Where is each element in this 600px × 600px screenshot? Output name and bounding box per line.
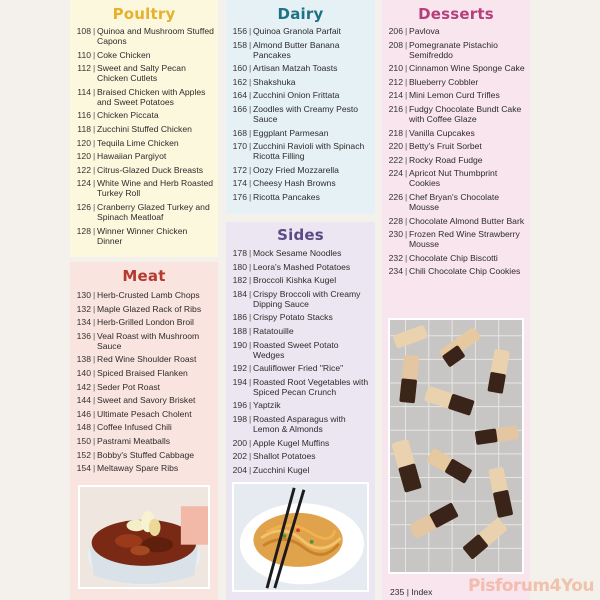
recipe-page-number: 172 bbox=[232, 164, 247, 175]
recipe-page-number: 122 bbox=[76, 164, 91, 175]
recipe-page-number: 128 bbox=[76, 225, 91, 236]
separator: | bbox=[405, 63, 408, 74]
recipe-page-number: 118 bbox=[77, 123, 91, 134]
separator: | bbox=[405, 191, 408, 202]
dairy-section bbox=[226, 0, 375, 214]
recipe-entry bbox=[72, 165, 214, 175]
separator: | bbox=[93, 123, 96, 134]
recipe-page-number: 194 bbox=[232, 376, 247, 387]
separator: | bbox=[93, 151, 96, 162]
recipe-entry bbox=[384, 104, 526, 124]
recipe-title: Mini Lemon Curd Trifles bbox=[409, 90, 500, 101]
recipe-page-number: 160 bbox=[232, 63, 247, 74]
recipe-page-number: 154 bbox=[76, 463, 91, 474]
recipe-page-number: 126 bbox=[76, 201, 91, 212]
recipe-page-number: 216 bbox=[388, 103, 403, 114]
recipe-page-number: 192 bbox=[232, 363, 247, 374]
watermark-logo: Pisforum4You bbox=[467, 576, 594, 596]
sides-list bbox=[226, 248, 375, 475]
recipe-title: Fudgy Chocolate Bundt Cake with Coffee Glaze bbox=[409, 103, 522, 124]
separator: | bbox=[249, 376, 252, 387]
recipe-page-number: 186 bbox=[232, 312, 247, 323]
recipe-entry bbox=[228, 192, 371, 202]
recipe-page-number: 138 bbox=[76, 354, 91, 365]
recipe-page-number: 226 bbox=[388, 191, 403, 202]
recipe-entry bbox=[228, 104, 371, 124]
desserts-heading: Desserts bbox=[418, 5, 494, 23]
separator: | bbox=[405, 215, 408, 226]
recipe-title: Winner Winner Chicken Dinner bbox=[97, 225, 188, 246]
recipe-page-number: 202 bbox=[232, 451, 247, 462]
recipe-title: Ricotta Pancakes bbox=[253, 191, 320, 202]
recipe-title: Tequila Lime Chicken bbox=[97, 137, 179, 148]
recipe-title: Artisan Matzah Toasts bbox=[253, 63, 338, 74]
meat-heading: Meat bbox=[122, 267, 166, 285]
separator: | bbox=[405, 168, 408, 179]
separator: | bbox=[249, 141, 252, 152]
separator: | bbox=[249, 248, 252, 258]
recipe-entry bbox=[384, 128, 526, 138]
separator: | bbox=[405, 252, 408, 263]
recipe-entry bbox=[384, 141, 526, 151]
recipe-entry bbox=[72, 331, 214, 351]
recipe-title: Seder Pot Roast bbox=[97, 381, 161, 392]
recipe-entry bbox=[72, 354, 214, 364]
recipe-page-number: 178 bbox=[232, 248, 247, 258]
recipe-entry bbox=[72, 138, 214, 148]
separator: | bbox=[93, 303, 96, 314]
recipe-page-number: 234 bbox=[388, 266, 403, 277]
separator: | bbox=[249, 178, 252, 189]
recipe-title: Eggplant Parmesan bbox=[253, 127, 329, 138]
recipe-entry bbox=[72, 63, 214, 83]
recipe-page-number: 152 bbox=[76, 449, 91, 460]
recipe-entry bbox=[72, 422, 214, 432]
sides-heading: Sides bbox=[277, 226, 324, 244]
recipe-entry bbox=[72, 226, 214, 246]
recipe-page-number: 196 bbox=[232, 400, 247, 411]
dairy-heading: Dairy bbox=[277, 5, 324, 23]
recipe-title: Quinoa and Mushroom Stuffed Capons bbox=[97, 26, 214, 46]
separator: | bbox=[93, 422, 96, 433]
poultry-list bbox=[70, 26, 218, 246]
recipe-title: Blueberry Cobbler bbox=[409, 76, 479, 87]
recipe-entry bbox=[384, 266, 526, 276]
recipe-page-number: 136 bbox=[76, 330, 91, 341]
recipe-page-number: 120 bbox=[76, 137, 91, 148]
separator: | bbox=[249, 363, 252, 374]
recipe-title: Red Wine Shoulder Roast bbox=[97, 354, 197, 365]
recipe-page-number: 164 bbox=[232, 90, 247, 101]
separator: | bbox=[93, 86, 96, 97]
separator: | bbox=[249, 288, 252, 299]
separator: | bbox=[249, 413, 252, 424]
recipe-title: Pastrami Meatballs bbox=[97, 435, 171, 446]
recipe-entry bbox=[72, 304, 214, 314]
recipe-title: Broccoli Kishka Kugel bbox=[253, 275, 337, 286]
recipe-entry bbox=[72, 463, 214, 473]
recipe-title: Cinnamon Wine Sponge Cake bbox=[409, 63, 525, 74]
recipe-title: Ultimate Pesach Cholent bbox=[97, 408, 192, 419]
recipe-title: Leora's Mashed Potatoes bbox=[253, 261, 351, 272]
recipe-title: Zucchini Stuffed Chicken bbox=[97, 123, 192, 134]
recipe-title: Crispy Potato Stacks bbox=[253, 312, 333, 323]
recipe-page-number: 190 bbox=[232, 339, 247, 350]
separator: | bbox=[93, 408, 96, 419]
recipe-entry bbox=[384, 168, 526, 188]
recipe-entry bbox=[384, 77, 526, 87]
recipe-title: Bobby's Stuffed Cabbage bbox=[97, 449, 195, 460]
recipe-entry bbox=[228, 451, 371, 461]
recipe-title: Chicken Piccata bbox=[97, 110, 159, 121]
recipe-title: Coke Chicken bbox=[97, 49, 151, 60]
meat-section bbox=[70, 262, 218, 600]
separator: | bbox=[405, 141, 408, 152]
recipe-entry bbox=[228, 63, 371, 73]
recipe-page-number: 156 bbox=[232, 26, 247, 36]
separator: | bbox=[249, 127, 252, 138]
recipe-entry bbox=[228, 26, 371, 36]
recipe-entry bbox=[384, 216, 526, 226]
separator: | bbox=[249, 325, 252, 336]
separator: | bbox=[93, 178, 96, 189]
separator: | bbox=[249, 312, 252, 323]
recipe-page-number: 212 bbox=[388, 76, 403, 87]
recipe-page-number: 208 bbox=[388, 39, 403, 50]
separator: | bbox=[249, 39, 252, 50]
recipe-entry bbox=[228, 248, 371, 258]
recipe-entry bbox=[72, 50, 214, 60]
recipe-page-number: 168 bbox=[232, 127, 247, 138]
recipe-entry bbox=[228, 312, 371, 322]
separator: | bbox=[93, 225, 96, 236]
meat-list bbox=[70, 290, 218, 473]
index-separator: | bbox=[406, 587, 412, 597]
recipe-entry bbox=[228, 128, 371, 138]
recipe-page-number: 204 bbox=[232, 464, 247, 475]
separator: | bbox=[93, 137, 96, 148]
recipe-page-number: 108 bbox=[76, 26, 91, 36]
recipe-page-number: 124 bbox=[76, 178, 91, 189]
recipe-entry bbox=[72, 151, 214, 161]
separator: | bbox=[249, 63, 252, 74]
recipe-entry bbox=[228, 275, 371, 285]
recipe-entry bbox=[228, 141, 371, 161]
recipe-page-number: 146 bbox=[76, 408, 91, 419]
separator: | bbox=[249, 275, 252, 286]
recipe-title: Shakshuka bbox=[253, 76, 296, 87]
recipe-title: Rocky Road Fudge bbox=[409, 154, 483, 165]
recipe-page-number: 110 bbox=[77, 49, 91, 60]
recipe-title: Betty's Fruit Sorbet bbox=[409, 141, 482, 152]
recipe-title: Frozen Red Wine Strawberry Mousse bbox=[409, 229, 520, 250]
noodles-photo bbox=[232, 482, 369, 592]
recipe-title: Oozy Fried Mozzarella bbox=[253, 164, 339, 175]
recipe-entry bbox=[72, 395, 214, 405]
recipe-title: Pomegranate Pistachio Semifreddo bbox=[409, 39, 498, 60]
recipe-page-number: 120 bbox=[76, 151, 91, 162]
recipe-page-number: 198 bbox=[232, 413, 247, 424]
recipe-page-number: 184 bbox=[232, 288, 247, 299]
recipe-title: Coffee Infused Chili bbox=[97, 422, 172, 433]
separator: | bbox=[249, 464, 252, 475]
separator: | bbox=[93, 395, 96, 406]
recipe-entry bbox=[228, 77, 371, 87]
recipe-entry bbox=[72, 26, 214, 46]
recipe-page-number: 230 bbox=[388, 229, 403, 240]
separator: | bbox=[93, 367, 96, 378]
recipe-page-number: 158 bbox=[232, 39, 247, 50]
recipe-title: Sweet and Salty Pecan Chicken Cutlets bbox=[97, 63, 186, 84]
separator: | bbox=[249, 103, 252, 114]
recipe-page-number: 182 bbox=[232, 275, 247, 286]
separator: | bbox=[405, 229, 408, 240]
separator: | bbox=[405, 154, 408, 165]
poultry-section bbox=[70, 0, 218, 257]
separator: | bbox=[93, 63, 96, 74]
recipe-page-number: 114 bbox=[77, 86, 91, 97]
separator: | bbox=[249, 437, 252, 448]
separator: | bbox=[93, 317, 96, 328]
recipe-title: Quinoa Granola Parfait bbox=[253, 26, 341, 36]
separator: | bbox=[249, 76, 252, 87]
recipe-page-number: 174 bbox=[232, 178, 247, 189]
recipe-title: Roasted Sweet Potato Wedges bbox=[253, 339, 339, 360]
separator: | bbox=[405, 76, 408, 87]
separator: | bbox=[93, 449, 96, 460]
separator: | bbox=[93, 26, 96, 36]
recipe-title: Shallot Potatoes bbox=[253, 451, 316, 462]
recipe-entry bbox=[72, 382, 214, 392]
recipe-title: Chef Bryan's Chocolate Mousse bbox=[409, 191, 500, 212]
recipe-entry bbox=[228, 414, 371, 434]
separator: | bbox=[93, 435, 96, 446]
recipe-title: Chocolate Almond Butter Bark bbox=[409, 215, 525, 226]
recipe-entry bbox=[228, 262, 371, 272]
recipe-entry bbox=[228, 326, 371, 336]
recipe-entry bbox=[72, 110, 214, 120]
recipe-title: Cranberry Glazed Turkey and Spinach Meatloaf bbox=[97, 201, 210, 222]
recipe-title: Zucchini Onion Frittata bbox=[253, 90, 340, 101]
recipe-entry bbox=[72, 450, 214, 460]
desserts-section bbox=[382, 0, 530, 600]
recipe-page-number: 148 bbox=[76, 422, 91, 433]
recipe-entry bbox=[228, 90, 371, 100]
recipe-entry bbox=[72, 178, 214, 198]
separator: | bbox=[249, 191, 252, 202]
recipe-entry bbox=[228, 438, 371, 448]
recipe-entry bbox=[72, 87, 214, 107]
recipe-entry bbox=[72, 436, 214, 446]
recipe-title: Chili Chocolate Chip Cookies bbox=[409, 266, 521, 277]
index-entry bbox=[390, 587, 432, 597]
recipe-title: Maple Glazed Rack of Ribs bbox=[97, 303, 202, 314]
recipe-title: Roasted Asparagus with Lemon & Almonds bbox=[253, 413, 346, 434]
separator: | bbox=[249, 164, 252, 175]
separator: | bbox=[405, 127, 408, 138]
recipe-title: Zoodles with Creamy Pesto Sauce bbox=[253, 103, 359, 124]
recipe-entry bbox=[72, 124, 214, 134]
separator: | bbox=[93, 381, 96, 392]
recipe-page-number: 176 bbox=[232, 191, 247, 202]
index-title: Index bbox=[411, 587, 433, 597]
recipe-title: Yaptzik bbox=[253, 400, 281, 411]
separator: | bbox=[93, 201, 96, 212]
separator: | bbox=[249, 400, 252, 411]
recipe-title: Braised Chicken with Apples and Sweet Potatoes bbox=[97, 86, 206, 107]
recipe-page-number: 200 bbox=[232, 437, 247, 448]
recipe-entry bbox=[384, 26, 526, 36]
recipe-page-number: 144 bbox=[76, 395, 91, 406]
recipe-title: Roasted Root Vegetables with Spiced Pecan Crunch bbox=[253, 376, 369, 397]
recipe-title: Zucchini Ravioli with Spinach Ricotta Filling bbox=[253, 141, 365, 162]
recipe-entry bbox=[384, 253, 526, 263]
recipe-title: Apricot Nut Thumbprint Cookies bbox=[409, 168, 498, 189]
recipe-entry bbox=[228, 377, 371, 397]
separator: | bbox=[405, 266, 408, 277]
recipe-page-number: 214 bbox=[388, 90, 403, 101]
recipe-title: Apple Kugel Muffins bbox=[253, 437, 330, 448]
recipe-page-number: 218 bbox=[388, 127, 403, 138]
recipe-entry bbox=[384, 40, 526, 60]
recipe-title: Hawaiian Pargiyot bbox=[97, 151, 167, 162]
recipe-page-number: 222 bbox=[388, 154, 403, 165]
recipe-page-number: 170 bbox=[232, 141, 247, 152]
separator: | bbox=[93, 330, 96, 341]
recipe-page-number: 224 bbox=[388, 168, 403, 179]
chili-photo bbox=[78, 485, 210, 589]
recipe-title: Citrus-Glazed Duck Breasts bbox=[97, 164, 204, 175]
recipe-page-number: 116 bbox=[77, 110, 91, 121]
recipe-entry bbox=[228, 289, 371, 309]
recipe-title: Vanilla Cupcakes bbox=[409, 127, 475, 138]
recipe-title: Meltaway Spare Ribs bbox=[97, 463, 179, 474]
dairy-list bbox=[226, 26, 375, 202]
recipe-title: Almond Butter Banana Pancakes bbox=[253, 39, 340, 60]
recipe-title: Spiced Braised Flanken bbox=[97, 367, 188, 378]
recipe-title: Cauliflower Fried "Rice" bbox=[253, 363, 344, 374]
recipe-entry bbox=[72, 409, 214, 419]
separator: | bbox=[249, 261, 252, 272]
recipe-title: Crispy Broccoli with Creamy Dipping Sauce bbox=[253, 288, 361, 309]
recipe-page-number: 130 bbox=[76, 290, 91, 300]
recipe-entry bbox=[72, 202, 214, 222]
recipe-entry bbox=[228, 178, 371, 188]
separator: | bbox=[249, 90, 252, 101]
recipe-entry bbox=[384, 229, 526, 249]
separator: | bbox=[405, 90, 408, 101]
recipe-page-number: 166 bbox=[232, 103, 247, 114]
separator: | bbox=[249, 26, 252, 36]
separator: | bbox=[405, 26, 408, 36]
recipe-title: Herb-Crusted Lamb Chops bbox=[97, 290, 200, 300]
recipe-entry bbox=[72, 290, 214, 300]
separator: | bbox=[93, 49, 96, 60]
recipe-title: Veal Roast with Mushroom Sauce bbox=[97, 330, 200, 351]
recipe-page-number: 220 bbox=[388, 141, 403, 152]
separator: | bbox=[93, 110, 96, 121]
recipe-title: Pavlova bbox=[409, 26, 440, 36]
recipe-entry bbox=[384, 155, 526, 165]
recipe-entry bbox=[228, 363, 371, 373]
recipe-entry bbox=[384, 63, 526, 73]
desserts-list bbox=[382, 26, 530, 276]
separator: | bbox=[93, 354, 96, 365]
recipe-entry bbox=[72, 368, 214, 378]
recipe-page-number: 142 bbox=[76, 381, 91, 392]
recipe-title: Mock Sesame Noodles bbox=[253, 248, 342, 258]
recipe-title: Sweet and Savory Brisket bbox=[97, 395, 196, 406]
recipe-entry bbox=[228, 40, 371, 60]
recipe-entry bbox=[384, 192, 526, 212]
separator: | bbox=[93, 164, 96, 175]
recipe-entry bbox=[72, 317, 214, 327]
recipe-entry bbox=[384, 90, 526, 100]
recipe-title: White Wine and Herb Roasted Turkey Roll bbox=[97, 178, 214, 199]
recipe-entry bbox=[228, 465, 371, 475]
recipe-page-number: 112 bbox=[77, 63, 91, 74]
separator: | bbox=[405, 39, 408, 50]
recipe-page-number: 150 bbox=[76, 435, 91, 446]
recipe-page-number: 180 bbox=[232, 261, 247, 272]
recipe-entry bbox=[228, 400, 371, 410]
separator: | bbox=[93, 463, 96, 474]
recipe-page-number: 132 bbox=[76, 303, 91, 314]
sides-section bbox=[226, 222, 375, 600]
recipe-page-number: 140 bbox=[76, 367, 91, 378]
recipe-title: Zucchini Kugel bbox=[253, 464, 310, 475]
recipe-page-number: 228 bbox=[388, 215, 403, 226]
recipe-title: Herb-Grilled London Broil bbox=[97, 317, 194, 328]
recipe-page-number: 134 bbox=[76, 317, 91, 328]
recipe-page-number: 206 bbox=[388, 26, 403, 36]
recipe-title: Ratatouille bbox=[253, 325, 294, 336]
index-page: 235 bbox=[390, 587, 405, 597]
poultry-heading: Poultry bbox=[112, 5, 176, 23]
recipe-title: Chocolate Chip Biscotti bbox=[409, 252, 498, 263]
separator: | bbox=[405, 103, 408, 114]
recipe-page-number: 188 bbox=[232, 325, 247, 336]
biscotti-photo bbox=[388, 318, 524, 574]
recipe-page-number: 162 bbox=[232, 76, 247, 87]
separator: | bbox=[249, 451, 252, 462]
recipe-page-number: 232 bbox=[388, 252, 403, 263]
separator: | bbox=[249, 339, 252, 350]
recipe-entry bbox=[228, 165, 371, 175]
recipe-entry bbox=[228, 340, 371, 360]
recipe-page-number: 210 bbox=[388, 63, 403, 74]
separator: | bbox=[93, 290, 96, 300]
recipe-title: Cheesy Hash Browns bbox=[253, 178, 336, 189]
